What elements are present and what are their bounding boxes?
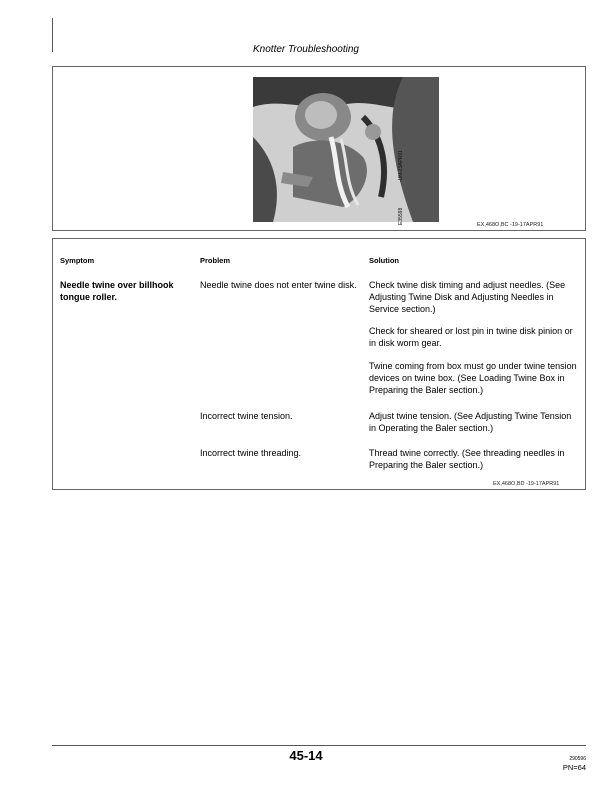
footer-doc-code: 290596 [569, 756, 586, 762]
solution-cell: Check twine disk timing and adjust needles. (See Adjusting Twine Disk and Adjusting Needles in Service section.) [369, 280, 566, 314]
solution-cell: Check for sheared or lost pin in twine disk pinion or in disk worm gear. [369, 326, 573, 348]
figure-box [52, 66, 586, 231]
solution-cell: Adjust twine tension. (See Adjusting Twine Tension in Operating the Baler section.) [369, 411, 572, 433]
column-header-symptom: Symptom [60, 256, 95, 265]
page-header-title: Knotter Troubleshooting [253, 44, 359, 55]
column-header-problem: Problem [200, 256, 231, 265]
problem-cell: Needle twine does not enter twine disk. [200, 280, 357, 290]
problem-cell: Incorrect twine tension. [200, 411, 293, 421]
troubleshooting-table [52, 238, 586, 490]
photo-figure-number: E35598 [398, 207, 404, 225]
solution-cell: Twine coming from box must go under twine tension devices on twine box. (See Loading Twine Box in Preparing the Baler section.) [369, 361, 577, 395]
column-header-solution: Solution [369, 256, 399, 265]
page-number: 45-14 [289, 748, 323, 763]
knotter-photo [253, 77, 439, 222]
problem-cell: Incorrect twine threading. [200, 448, 302, 458]
footer-rule [52, 745, 586, 746]
knotter-photo-illustration [253, 77, 439, 222]
footer-pn: PN=64 [562, 763, 586, 772]
solution-cell: Thread twine correctly. (See threading needles in Preparing the Baler section.) [369, 448, 565, 470]
table-ref-code: EX,468O,BD -19-17APR91 [493, 481, 560, 487]
figure-ref-code: EX,468O,BC -19-17APR91 [477, 222, 544, 228]
photo-side-code: -UN-23APR91 [398, 150, 404, 182]
symptom-cell: Needle twine over billhook tongue roller. [60, 280, 174, 302]
